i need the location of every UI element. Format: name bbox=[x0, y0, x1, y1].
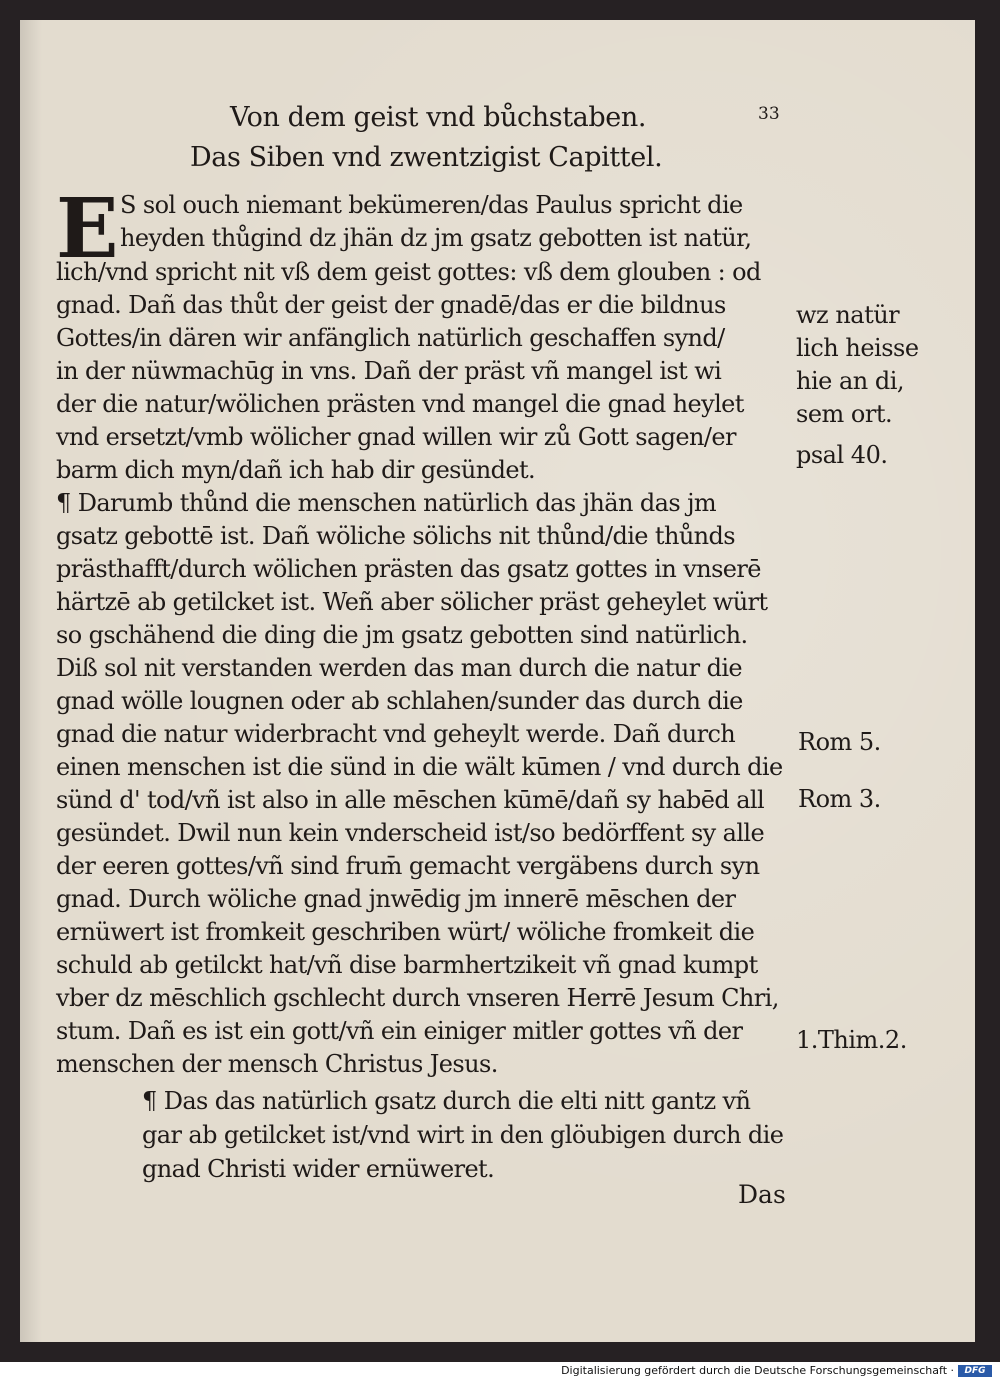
text-line: gnad die natur widerbracht vnd geheylt werde. Dañ durch bbox=[56, 720, 736, 748]
text-line: Diß sol nit verstanden werden das man durch die natur die bbox=[56, 654, 743, 682]
text-line: so gschähend die ding die jm gsatz gebotten sind natürlich. bbox=[56, 621, 748, 649]
folio-number: 33 bbox=[758, 104, 780, 124]
text-line: menschen der mensch Christus Jesus. bbox=[56, 1050, 498, 1078]
text-line: gnad. Durch wöliche gnad jnwēdig jm innerē mēschen der bbox=[56, 885, 736, 913]
text-line: heyden thůgind dz jhän dz jm gsatz gebotten ist natür, bbox=[120, 224, 752, 252]
marginal-note: hie an di, bbox=[796, 367, 905, 395]
marginal-note: Rom 5. bbox=[798, 728, 881, 756]
text-line: ¶ Darumb thůnd die menschen natürlich das jhän das jm bbox=[56, 489, 717, 517]
catchword: Das bbox=[738, 1180, 786, 1209]
summary-line: gar ab getilcket ist/vnd wirt in den glöubigen durch die bbox=[142, 1121, 784, 1149]
marginal-note: Rom 3. bbox=[798, 785, 881, 813]
marginal-note: sem ort. bbox=[796, 400, 893, 428]
marginal-note: lich heisse bbox=[796, 334, 919, 362]
chapter-title: Das Siben vnd zwentzigist Capittel. bbox=[190, 142, 663, 173]
text-line: schuld ab getilckt hat/vñ dise barmhertzikeit vñ gnad kumpt bbox=[56, 951, 758, 979]
text-line: sünd d' tod/vñ ist also in alle mēschen kūmē/dañ sy habēd all bbox=[56, 786, 765, 814]
text-line: härtzē ab getilcket ist. Weñ aber sölicher präst geheylet würt bbox=[56, 588, 768, 616]
text-line: stum. Dañ es ist ein gott/vñ ein einiger mitler gottes vñ der bbox=[56, 1017, 743, 1045]
footer-credit: Digitalisierung gefördert durch die Deutsche Forschungsgemeinschaft · bbox=[561, 1364, 954, 1377]
text-line: in der nüwmachūg in vns. Dañ der präst vñ mangel ist wi bbox=[56, 357, 722, 385]
text-line: gsatz gebottē ist. Dañ wöliche sölichs nit thůnd/die thůnds bbox=[56, 522, 736, 550]
running-title: Von dem geist vnd bůchstaben. bbox=[230, 102, 647, 133]
text-line: der eeren gottes/vñ sind frum̄ gemacht vergäbens durch syn bbox=[56, 852, 760, 880]
text-line: einen menschen ist die sünd in die wält kūmen / vnd durch die bbox=[56, 753, 783, 781]
text-line: S sol ouch niemant bekümeren/das Paulus spricht die bbox=[120, 191, 743, 219]
text-line: prästhafft/durch wölichen prästen das gsatz gottes in vnserē bbox=[56, 555, 761, 583]
text-line: gesündet. Dwil nun kein vnderscheid ist/so bedörffent sy alle bbox=[56, 819, 765, 847]
text-line: vnd ersetzt/vmb wölicher gnad willen wir zů Gott sagen/er bbox=[56, 423, 736, 451]
marginal-note: 1.Thim.2. bbox=[796, 1026, 907, 1054]
footer-bar bbox=[0, 1362, 1000, 1380]
drop-cap: E bbox=[56, 181, 119, 277]
text-line: gnad. Dañ das thůt der geist der gnadē/das er die bildnus bbox=[56, 291, 726, 319]
text-line: der die natur/wölichen prästen vnd mangel die gnad heylet bbox=[56, 390, 744, 418]
text-line: lich/vnd spricht nit vß dem geist gottes: vß dem glouben : od bbox=[56, 258, 761, 286]
marginal-note: psal 40. bbox=[796, 441, 888, 469]
summary-line: ¶ Das das natürlich gsatz durch die elti nitt gantz vñ bbox=[142, 1087, 751, 1115]
dfg-logo: DFG bbox=[958, 1365, 992, 1377]
text-line: gnad wölle lougnen oder ab schlahen/sunder das durch die bbox=[56, 687, 743, 715]
text-line: barm dich myn/dañ ich hab dir gesündet. bbox=[56, 456, 536, 484]
text-line: Gottes/in dären wir anfänglich natürlich geschaffen synd/ bbox=[56, 324, 725, 352]
marginal-note: wz natür bbox=[796, 301, 900, 329]
text-line: vber dz mēschlich gschlecht durch vnseren Herrē Jesum Chri, bbox=[56, 984, 779, 1012]
text-line: ernüwert ist fromkeit geschriben würt/ wöliche fromkeit die bbox=[56, 918, 755, 946]
summary-line: gnad Christi wider ernüweret. bbox=[142, 1155, 495, 1183]
book-page bbox=[20, 20, 975, 1342]
